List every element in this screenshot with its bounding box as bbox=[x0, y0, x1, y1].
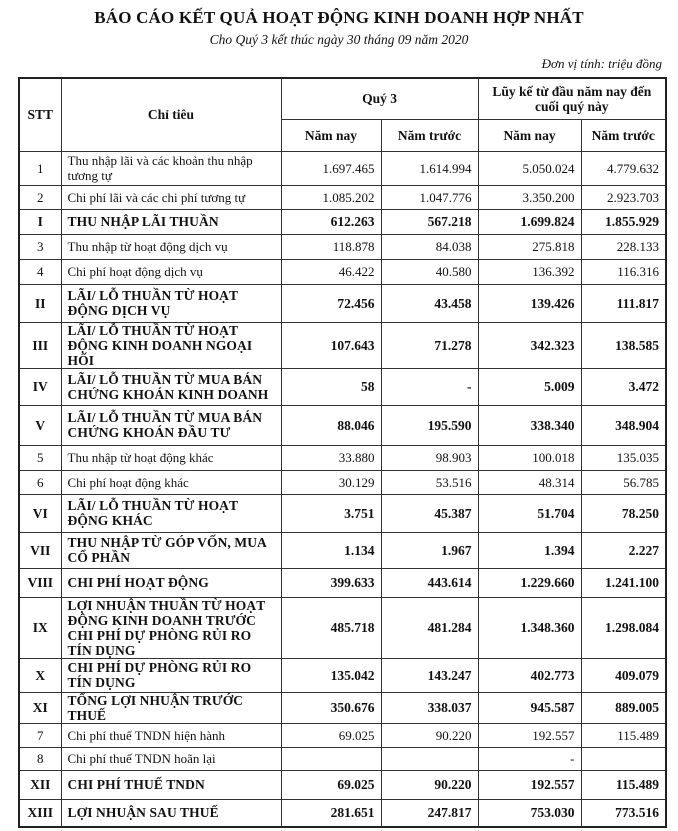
row-quarter-this-year: 281.651 bbox=[281, 799, 381, 827]
row-indicator: LÃI/ LỖ THUẦN TỪ MUA BÁN CHỨNG KHOÁN KINH DOANH bbox=[61, 368, 281, 405]
row-ytd-last-year: 3.472 bbox=[581, 368, 666, 405]
row-indicator: LÃI/ LỖ THUẦN TỪ HOẠT ĐỘNG KHÁC bbox=[61, 494, 281, 532]
row-stt: II bbox=[19, 284, 61, 322]
row-indicator: Chi phí thuế TNDN hoãn lại bbox=[61, 747, 281, 770]
table-row bbox=[19, 799, 666, 827]
row-ytd-this-year: 1.229.660 bbox=[478, 568, 581, 597]
row-quarter-this-year: 30.129 bbox=[281, 470, 381, 494]
row-stt: III bbox=[19, 322, 61, 368]
row-ytd-last-year: 228.133 bbox=[581, 234, 666, 259]
header-ytd-this-year: Năm nay bbox=[478, 119, 581, 151]
row-quarter-this-year: 33.880 bbox=[281, 445, 381, 470]
row-indicator: LỢI NHUẬN THUẦN TỪ HOẠT ĐỘNG KINH DOANH TRƯỚC CHI PHÍ DỰ PHÒNG RỦI RO TÍN DỤNG bbox=[61, 597, 281, 658]
row-ytd-this-year: 5.009 bbox=[478, 368, 581, 405]
row-stt: VIII bbox=[19, 568, 61, 597]
row-ytd-last-year: 115.489 bbox=[581, 723, 666, 747]
row-indicator: Thu nhập lãi và các khoản thu nhập tương tự bbox=[61, 151, 281, 185]
row-quarter-this-year: 72.456 bbox=[281, 284, 381, 322]
row-quarter-last-year: 1.967 bbox=[381, 532, 478, 568]
row-indicator: Chi phí thuế TNDN hiện hành bbox=[61, 723, 281, 747]
row-quarter-last-year: 84.038 bbox=[381, 234, 478, 259]
table-row bbox=[19, 597, 666, 658]
row-ytd-last-year: 56.785 bbox=[581, 470, 666, 494]
row-stt: IX bbox=[19, 597, 61, 658]
row-quarter-last-year: 90.220 bbox=[381, 723, 478, 747]
header-quarter: Quý 3 bbox=[281, 78, 478, 119]
row-ytd-last-year: 138.585 bbox=[581, 322, 666, 368]
row-ytd-last-year bbox=[581, 747, 666, 770]
row-quarter-last-year: 90.220 bbox=[381, 770, 478, 799]
row-quarter-last-year: 71.278 bbox=[381, 322, 478, 368]
row-indicator: Chi phí hoạt động dịch vụ bbox=[61, 259, 281, 284]
unit-note: Đơn vị tính: triệu đồng bbox=[541, 56, 662, 71]
row-quarter-last-year: 338.037 bbox=[381, 692, 478, 723]
table-row bbox=[19, 234, 666, 259]
row-ytd-this-year: 100.018 bbox=[478, 445, 581, 470]
table-row bbox=[19, 470, 666, 494]
row-indicator: CHI PHÍ DỰ PHÒNG RỦI RO TÍN DỤNG bbox=[61, 658, 281, 692]
row-indicator: LÃI/ LỖ THUẦN TỪ HOẠT ĐỘNG KINH DOANH NGOẠI HỐI bbox=[61, 322, 281, 368]
row-ytd-last-year: 889.005 bbox=[581, 692, 666, 723]
row-indicator: LỢI NHUẬN SAU THUẾ bbox=[61, 799, 281, 827]
row-indicator: LÃI/ LỖ THUẦN TỪ MUA BÁN CHỨNG KHOÁN ĐẦU TƯ bbox=[61, 405, 281, 445]
table-row bbox=[19, 532, 666, 568]
table-row bbox=[19, 209, 666, 234]
row-ytd-this-year: 275.818 bbox=[478, 234, 581, 259]
row-ytd-this-year: 1.348.360 bbox=[478, 597, 581, 658]
row-ytd-last-year: 135.035 bbox=[581, 445, 666, 470]
row-quarter-this-year: 46.422 bbox=[281, 259, 381, 284]
row-quarter-this-year: 135.042 bbox=[281, 658, 381, 692]
report-subtitle: Cho Quý 3 kết thúc ngày 30 tháng 09 năm 2020 bbox=[209, 32, 469, 47]
row-quarter-last-year bbox=[381, 747, 478, 770]
row-stt: 4 bbox=[19, 259, 61, 284]
row-ytd-this-year: 1.699.824 bbox=[478, 209, 581, 234]
row-quarter-last-year: 53.516 bbox=[381, 470, 478, 494]
income-statement-table bbox=[18, 77, 667, 828]
row-quarter-last-year: 40.580 bbox=[381, 259, 478, 284]
row-indicator: THU NHẬP LÃI THUẦN bbox=[61, 209, 281, 234]
row-stt: 1 bbox=[19, 151, 61, 185]
row-ytd-this-year: 3.350.200 bbox=[478, 185, 581, 209]
row-quarter-this-year bbox=[281, 747, 381, 770]
report-title: BÁO CÁO KẾT QUẢ HOẠT ĐỘNG KINH DOANH HỢP NHẤT bbox=[94, 8, 584, 27]
row-quarter-this-year: 118.878 bbox=[281, 234, 381, 259]
row-quarter-this-year: 350.676 bbox=[281, 692, 381, 723]
row-ytd-last-year: 116.316 bbox=[581, 259, 666, 284]
row-quarter-last-year: 98.903 bbox=[381, 445, 478, 470]
row-ytd-last-year: 2.923.703 bbox=[581, 185, 666, 209]
row-quarter-this-year: 88.046 bbox=[281, 405, 381, 445]
row-indicator: THU NHẬP TỪ GÓP VỐN, MUA CỔ PHẦN bbox=[61, 532, 281, 568]
table-row bbox=[19, 568, 666, 597]
table-row bbox=[19, 368, 666, 405]
row-stt: X bbox=[19, 658, 61, 692]
table-row bbox=[19, 284, 666, 322]
row-ytd-this-year: 945.587 bbox=[478, 692, 581, 723]
row-stt: XI bbox=[19, 692, 61, 723]
table-row bbox=[19, 692, 666, 723]
row-indicator: Thu nhập từ hoạt động khác bbox=[61, 445, 281, 470]
row-stt: V bbox=[19, 405, 61, 445]
row-quarter-this-year: 69.025 bbox=[281, 723, 381, 747]
table-row bbox=[19, 185, 666, 209]
row-quarter-this-year: 612.263 bbox=[281, 209, 381, 234]
row-indicator: Chi phí hoạt động khác bbox=[61, 470, 281, 494]
row-ytd-last-year: 4.779.632 bbox=[581, 151, 666, 185]
row-ytd-last-year: 1.855.929 bbox=[581, 209, 666, 234]
row-indicator: CHI PHÍ HOẠT ĐỘNG bbox=[61, 568, 281, 597]
header-quarter-this-year: Năm nay bbox=[281, 119, 381, 151]
header-ytd: Lũy kế từ đầu năm nay đến cuối quý này bbox=[478, 78, 666, 119]
row-stt: 6 bbox=[19, 470, 61, 494]
row-indicator: Thu nhập từ hoạt động dịch vụ bbox=[61, 234, 281, 259]
header-ytd-last-year: Năm trước bbox=[581, 119, 666, 151]
row-ytd-this-year: 1.394 bbox=[478, 532, 581, 568]
row-ytd-this-year: 192.557 bbox=[478, 770, 581, 799]
header-quarter-last-year: Năm trước bbox=[381, 119, 478, 151]
row-ytd-last-year: 115.489 bbox=[581, 770, 666, 799]
row-stt: 5 bbox=[19, 445, 61, 470]
row-stt: 7 bbox=[19, 723, 61, 747]
row-stt: IV bbox=[19, 368, 61, 405]
header-stt: STT bbox=[19, 78, 61, 151]
row-stt: I bbox=[19, 209, 61, 234]
row-stt: VI bbox=[19, 494, 61, 532]
row-ytd-this-year: 51.704 bbox=[478, 494, 581, 532]
row-ytd-this-year: 5.050.024 bbox=[478, 151, 581, 185]
row-ytd-last-year: 1.241.100 bbox=[581, 568, 666, 597]
row-quarter-last-year: 443.614 bbox=[381, 568, 478, 597]
row-stt: VII bbox=[19, 532, 61, 568]
row-indicator: Chi phí lãi và các chi phí tương tự bbox=[61, 185, 281, 209]
table-row bbox=[19, 259, 666, 284]
row-ytd-last-year: 78.250 bbox=[581, 494, 666, 532]
row-ytd-this-year: 48.314 bbox=[478, 470, 581, 494]
header-indicator: Chỉ tiêu bbox=[61, 78, 281, 151]
row-quarter-last-year: 43.458 bbox=[381, 284, 478, 322]
row-quarter-this-year: 1.134 bbox=[281, 532, 381, 568]
row-quarter-last-year: 247.817 bbox=[381, 799, 478, 827]
row-quarter-last-year: 195.590 bbox=[381, 405, 478, 445]
row-quarter-last-year: 1.047.776 bbox=[381, 185, 478, 209]
row-quarter-this-year: 58 bbox=[281, 368, 381, 405]
row-ytd-last-year: 409.079 bbox=[581, 658, 666, 692]
table-row bbox=[19, 658, 666, 692]
row-stt: 8 bbox=[19, 747, 61, 770]
row-ytd-this-year: 753.030 bbox=[478, 799, 581, 827]
table-row bbox=[19, 770, 666, 799]
table-row bbox=[19, 445, 666, 470]
row-stt: 3 bbox=[19, 234, 61, 259]
row-ytd-this-year: 139.426 bbox=[478, 284, 581, 322]
table-row bbox=[19, 494, 666, 532]
row-quarter-this-year: 485.718 bbox=[281, 597, 381, 658]
row-quarter-last-year: 45.387 bbox=[381, 494, 478, 532]
row-ytd-this-year: 342.323 bbox=[478, 322, 581, 368]
row-quarter-this-year: 107.643 bbox=[281, 322, 381, 368]
row-indicator: TỔNG LỢI NHUẬN TRƯỚC THUẾ bbox=[61, 692, 281, 723]
row-quarter-this-year: 1.697.465 bbox=[281, 151, 381, 185]
row-ytd-this-year: 402.773 bbox=[478, 658, 581, 692]
table-row bbox=[19, 322, 666, 368]
table-row bbox=[19, 405, 666, 445]
row-quarter-this-year: 69.025 bbox=[281, 770, 381, 799]
row-stt: XII bbox=[19, 770, 61, 799]
row-ytd-this-year: 338.340 bbox=[478, 405, 581, 445]
row-stt: 2 bbox=[19, 185, 61, 209]
row-ytd-this-year: 192.557 bbox=[478, 723, 581, 747]
row-indicator: CHI PHÍ THUẾ TNDN bbox=[61, 770, 281, 799]
row-ytd-last-year: 2.227 bbox=[581, 532, 666, 568]
row-quarter-this-year: 399.633 bbox=[281, 568, 381, 597]
table-row bbox=[19, 151, 666, 185]
row-quarter-last-year: 481.284 bbox=[381, 597, 478, 658]
row-quarter-last-year: 143.247 bbox=[381, 658, 478, 692]
row-quarter-last-year: - bbox=[381, 368, 478, 405]
row-ytd-last-year: 348.904 bbox=[581, 405, 666, 445]
row-ytd-last-year: 111.817 bbox=[581, 284, 666, 322]
row-ytd-this-year: 136.392 bbox=[478, 259, 581, 284]
row-ytd-last-year: 773.516 bbox=[581, 799, 666, 827]
row-quarter-last-year: 567.218 bbox=[381, 209, 478, 234]
row-quarter-this-year: 1.085.202 bbox=[281, 185, 381, 209]
table-row bbox=[19, 747, 666, 770]
row-indicator: LÃI/ LỖ THUẦN TỪ HOẠT ĐỘNG DỊCH VỤ bbox=[61, 284, 281, 322]
row-quarter-this-year: 3.751 bbox=[281, 494, 381, 532]
row-stt: XIII bbox=[19, 799, 61, 827]
table-row bbox=[19, 723, 666, 747]
row-quarter-last-year: 1.614.994 bbox=[381, 151, 478, 185]
row-ytd-last-year: 1.298.084 bbox=[581, 597, 666, 658]
row-ytd-this-year: - bbox=[478, 747, 581, 770]
